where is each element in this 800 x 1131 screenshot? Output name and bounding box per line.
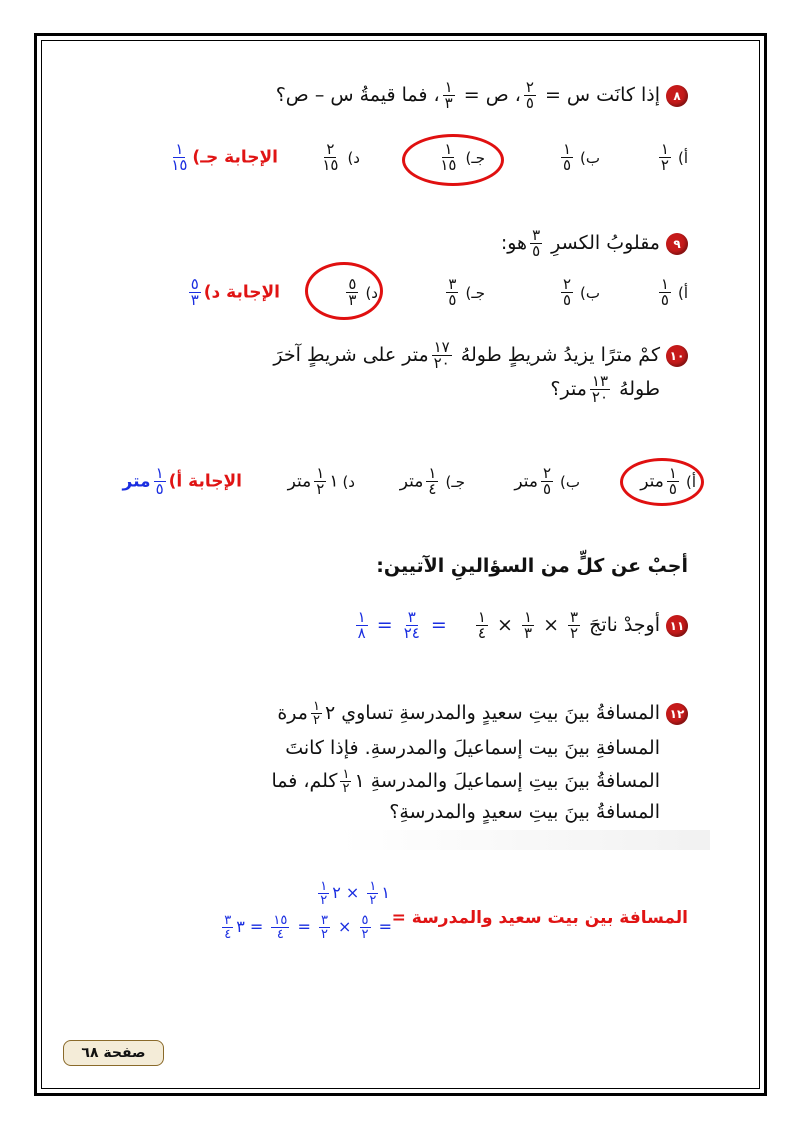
question-number-badge: ١١	[666, 615, 688, 637]
q10-option-b: ب) $\frac{٢}{٥}$ متر	[514, 464, 580, 498]
question-12-line4: المسافةُ بينَ بيتِ سعيدٍ والمدرسةِ؟	[389, 801, 660, 823]
question-number-badge: ٨	[666, 85, 688, 107]
section-heading: أجبْ عن كلٍّ من السؤالينِ الآتيين:	[376, 555, 688, 577]
q8-option-c: جـ) $\frac{١}{١٥}$	[440, 140, 485, 174]
shading	[340, 830, 710, 850]
q9-option-a: أ) $\frac{١}{٥}$	[660, 275, 688, 309]
question-12: ١٢المسافةُ بينَ بيتِ سعيدٍ والمدرسةِ تساوي ٢ $\frac{١}{٢}$ مرة	[277, 700, 688, 727]
question-text: مقلوبُ الكسرِ	[551, 232, 660, 254]
question-10	[273, 340, 688, 371]
question-12-line3: المسافةُ بينَ بيتِ إسماعيلَ والمدرسةِ ١ $\frac{١}{٢}$ كلم، فما	[271, 767, 660, 796]
question-number-badge: ٩	[666, 233, 688, 255]
fraction: $\frac{١}{٣}$	[444, 78, 453, 112]
question-text: كمْ مترًا يزيدُ شريطٍ طولهُ	[460, 344, 660, 366]
question-text: ، ص =	[463, 84, 521, 106]
question-10-line2	[550, 374, 660, 405]
q12-answer-label: المسافة بين بيت سعيد والمدرسة =	[391, 908, 688, 928]
q10-option-c: جـ) $\frac{١}{٤}$ متر	[399, 464, 465, 498]
question-number-badge: ١٠	[666, 345, 688, 367]
q9-answer: الإجابة د) $\frac{٥}{٣}$	[190, 275, 280, 309]
q8-option-d: د) $\frac{٢}{١٥}$	[322, 140, 360, 174]
q12-work-line-2: = $\frac{٥}{٢}$ × $\frac{٣}{٢}$ = $\frac{١٥}{٤}$ = ٣ $\frac{٣}{٤}$	[224, 913, 392, 942]
correct-answer-circle	[402, 134, 504, 186]
question-text: هو:	[500, 232, 528, 254]
question-number-badge: ١٢	[666, 703, 688, 725]
fraction: $\frac{١٣}{٢٠}$	[591, 372, 609, 406]
question-text: ، فما قيمةُ س – ص؟	[275, 84, 440, 106]
question-12-line2: المسافةِ بينَ بيت إسماعيلَ والمدرسةِ. فإذا كانتَ	[285, 737, 660, 759]
question-9	[501, 228, 688, 259]
q10-option-d: د)١ $\frac{١}{٢}$ متر	[287, 464, 355, 498]
question-text: أوجدْ ناتجَ	[589, 614, 660, 636]
question-8	[276, 80, 688, 111]
question-11: ١١أوجدْ ناتجَ $\frac{٣}{٢}$ × $\frac{١}{٣}$ × $\frac{١}{٤}$ = $\frac{٣}{٢٤}$ = $\frac{١}{٨}$	[353, 610, 688, 641]
question-text: طولهُ	[619, 378, 660, 400]
q9-option-d: د) $\frac{٥}{٣}$	[348, 275, 378, 309]
q9-option-c: جـ) $\frac{٣}{٥}$	[448, 275, 485, 309]
question-text: المسافةُ بينَ بيتِ سعيدٍ والمدرسةِ تساوي	[341, 702, 660, 724]
q8-answer: الإجابة جـ) $\frac{١}{١٥}$	[171, 140, 278, 174]
page-number-badge: صفحة ٦٨	[63, 1040, 164, 1066]
q10-option-a: أ) $\frac{١}{٥}$ متر	[640, 464, 696, 498]
q8-option-b: ب) $\frac{١}{٥}$	[562, 140, 600, 174]
fraction: $\frac{٣}{٥}$	[532, 226, 541, 260]
q10-answer: الإجابة أ) $\frac{١}{٥}$ متر	[122, 464, 242, 498]
q9-option-b: ب) $\frac{٢}{٥}$	[562, 275, 600, 309]
question-text: إذا كانَت س =	[544, 84, 660, 106]
fraction: $\frac{١٧}{٢٠}$	[433, 338, 450, 372]
q8-option-a: أ) $\frac{١}{٢}$	[660, 140, 688, 174]
question-text: متر على شريطٍ آخرَ	[273, 344, 429, 366]
fraction: $\frac{٢}{٥}$	[525, 78, 534, 112]
question-text: متر؟	[550, 378, 587, 400]
q12-work-line-1: ١ $\frac{١}{٢}$ × ٢ $\frac{١}{٢}$	[320, 879, 390, 908]
